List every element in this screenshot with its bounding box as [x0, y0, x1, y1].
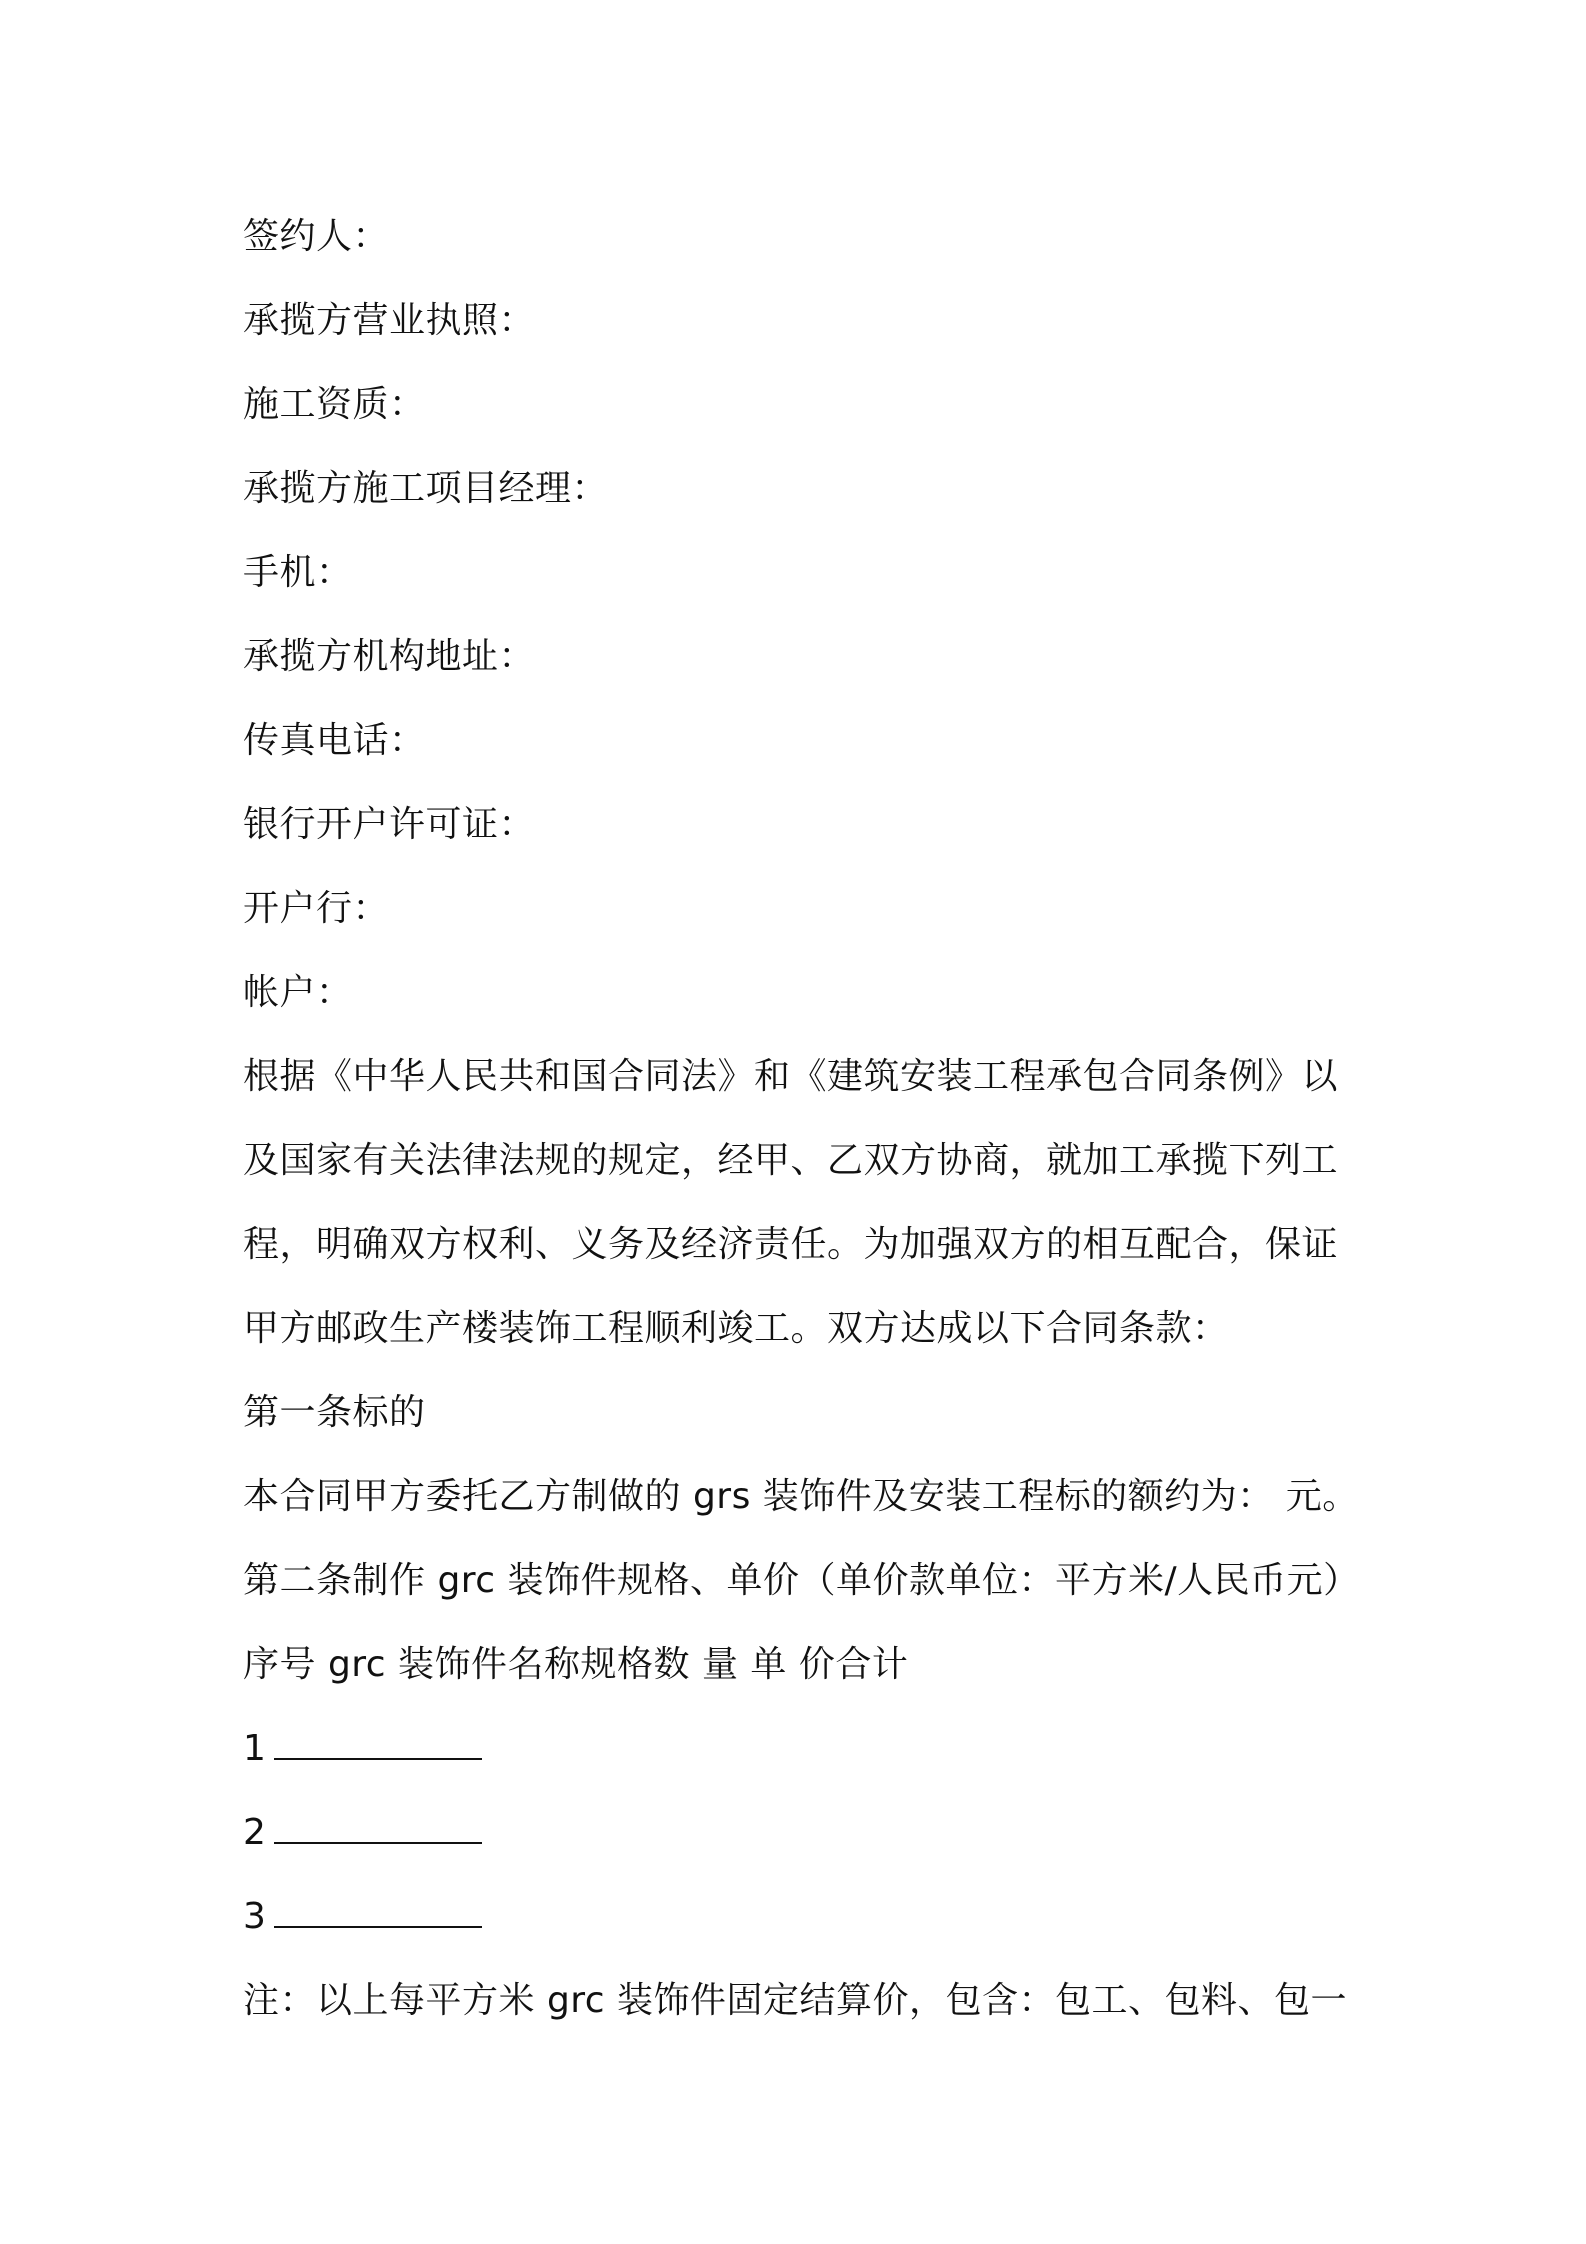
table-row: [243, 1875, 1373, 1959]
field-business-license: 承揽方营业执照：: [243, 300, 536, 341]
field-signatory: 签约人：: [243, 216, 390, 257]
article1-text: 本合同甲方委托乙方制做的 grs 装饰件及安装工程标的额约为： 元。: [243, 1476, 1359, 1517]
preamble-line: 根据《中华人民共和国合同法》和《建筑安装工程承包合同条例》以: [243, 1056, 1339, 1097]
field-construction-qualification: 施工资质：: [243, 384, 426, 425]
note-text: 注：以上每平方米 grc 装饰件固定结算价，包含：包工、包料、包一: [243, 1980, 1348, 2021]
field-address: 承揽方机构地址：: [243, 636, 536, 677]
row-number: 2: [243, 1812, 267, 1853]
info-fields: [243, 195, 1373, 1035]
row-number: 1: [243, 1728, 267, 1769]
article2-table-header: 序号 grc 装饰件名称规格数 量 单 价合计: [243, 1644, 909, 1685]
field-mobile: 手机：: [243, 552, 353, 593]
preamble-paragraph: [243, 1035, 1373, 1371]
preamble-line: 及国家有关法律法规的规定，经甲、乙双方协商，就加工承揽下列工: [243, 1140, 1339, 1181]
row-number: 3: [243, 1896, 267, 1937]
article1-heading: 第一条标的: [243, 1392, 426, 1433]
row-blank-line: [274, 1902, 482, 1928]
preamble-line: 程，明确双方权利、义务及经济责任。为加强双方的相互配合，保证: [243, 1224, 1339, 1265]
table-row: [243, 1707, 1373, 1791]
row-blank-line: [274, 1734, 482, 1760]
field-fax: 传真电话：: [243, 720, 426, 761]
field-account: 帐户：: [243, 972, 353, 1013]
field-bank: 开户行：: [243, 888, 390, 929]
article2-heading: 第二条制作 grc 装饰件规格、单价（单价款单位：平方米/人民币元）: [243, 1560, 1360, 1601]
field-project-manager: 承揽方施工项目经理：: [243, 468, 609, 509]
contract-page: [243, 195, 1373, 2043]
preamble-line: 甲方邮政生产楼装饰工程顺利竣工。双方达成以下合同条款：: [243, 1308, 1229, 1349]
row-blank-line: [274, 1818, 482, 1844]
field-bank-permit: 银行开户许可证：: [243, 804, 536, 845]
table-row: [243, 1791, 1373, 1875]
